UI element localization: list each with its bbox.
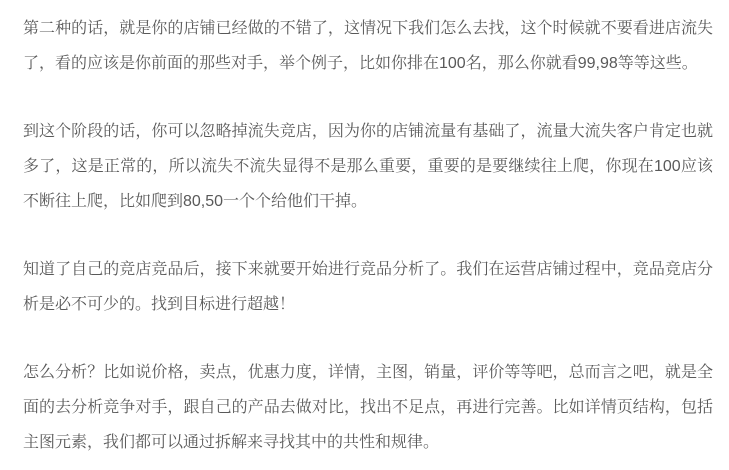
paragraph-how-to-analyze: 怎么分析？比如说价格，卖点，优惠力度，详情，主图，销量，评价等等吧，总而言之吧，就是全面的去分析竞争对手，跟自己的产品去做对比，找出不足点，再进行完善。比如详情页结构，包括主图元素，我们都可以通过拆解来寻找其中的共性和规律。 (23, 364, 713, 451)
paragraph-ignore-churn: 到这个阶段的话，你可以忽略掉流失竞店，因为你的店铺流量有基础了，流量大流失客户肯定也就多了，这是正常的，所以流失不流失显得不是那么重要，重要的是要继续往上爬，你现在100应该不断往上爬，比如爬到80,50一个个给他们干掉。 (23, 123, 713, 210)
paragraph-competitor-analysis-intro: 知道了自己的竞店竞品后，接下来就要开始进行竞品分析了。我们在运营店铺过程中，竞品竞店分析是必不可少的。找到目标进行超越！ (23, 261, 713, 313)
paragraph-ranking-advice: 第二种的话，就是你的店铺已经做的不错了，这情况下我们怎么去找，这个时候就不要看进店流失了，看的应该是你前面的那些对手，举个例子，比如你排在100名，那么你就看99,98等等这些。 (23, 20, 713, 72)
